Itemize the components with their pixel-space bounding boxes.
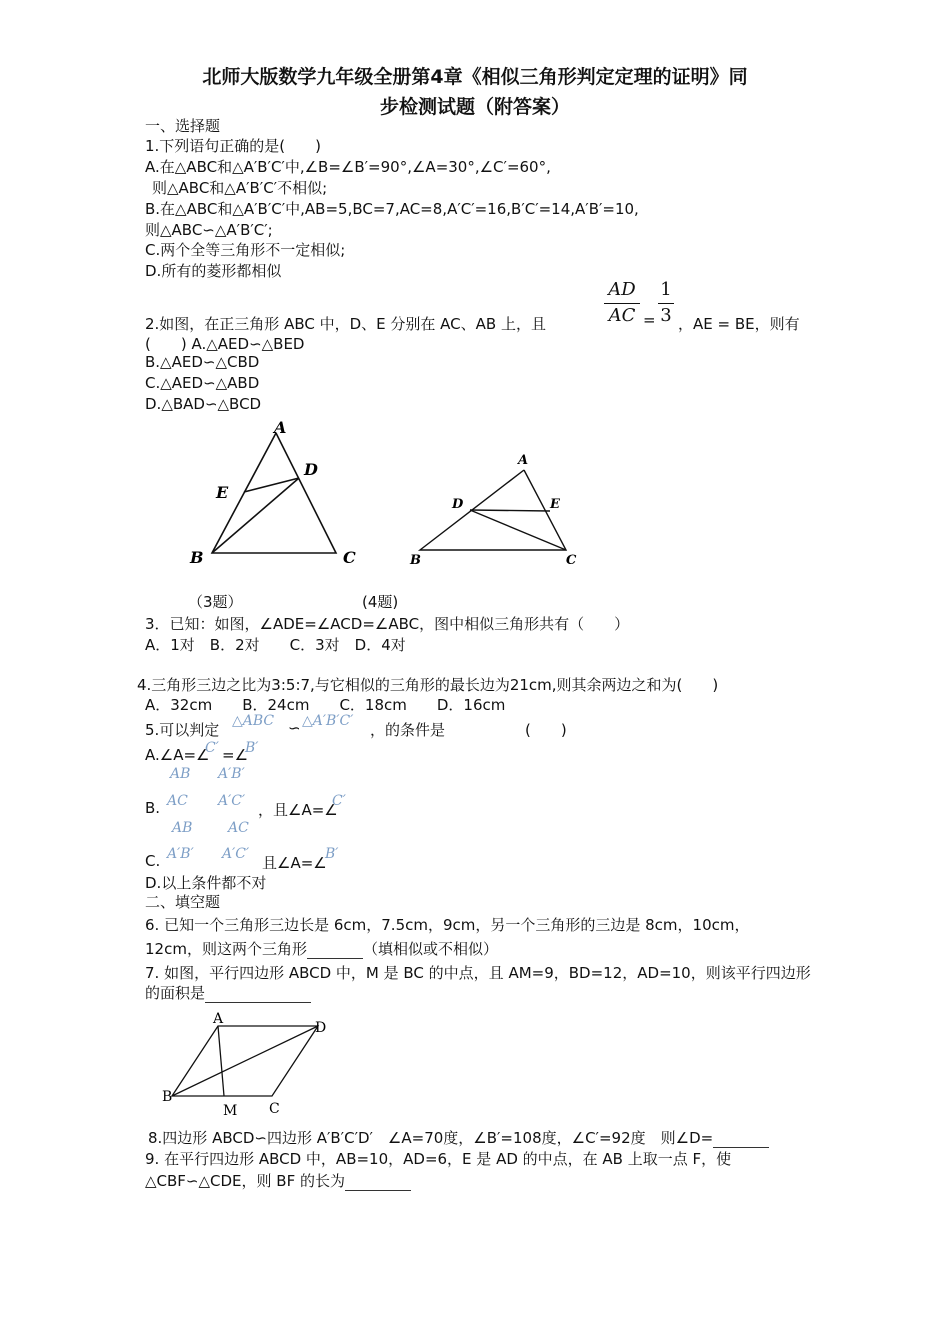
fig4-label-a: A (518, 453, 529, 468)
q9-line1: 9. 在平行四边形 ABCD 中，AB=10，AD=6，E 是 AD 的中点，在 AB 上取一点 F，使 (145, 1150, 732, 1168)
fig3-label-e: E (216, 483, 229, 502)
fig7-label-d: D (315, 1020, 327, 1036)
q5-answer-paren: ( ) (525, 721, 567, 739)
q7-line2-text: 的面积是 (145, 984, 206, 1002)
fig7-label-a: A (213, 1012, 224, 1027)
q5-triangle-abc: △ABC (232, 713, 275, 729)
fig3-outline (212, 433, 336, 553)
fig7-label-c: C (269, 1101, 280, 1117)
q6-answer-blank[interactable] (307, 958, 363, 959)
q3-options: A．1对 B．2对 C．3对 D．4对 (145, 636, 406, 654)
q3-stem: 3．已知：如图，∠ADE=∠ACD=∠ABC，图中相似三角形共有（ ） (145, 615, 630, 633)
q1-option-a-line1: A.在△ABC和△A′B′C′中,∠B=∠B′=90°,∠A=30°,∠C′=60°, (145, 158, 551, 176)
q5-similar-sign: ∽ (288, 719, 301, 737)
q1-option-a-line2: 则△ABC和△A′B′C′不相似; (152, 179, 328, 197)
q5-option-b-c: C′ (332, 793, 346, 809)
q6-line2-pre: 12cm，则这两个三角形 (145, 940, 307, 958)
q5-option-b-den1: AC (167, 793, 188, 809)
section-choice-heading: 一、选择题 (145, 117, 221, 135)
q4-options: A．32cm B．24cm C．18cm D．16cm (145, 696, 506, 714)
q9-line2 (145, 1170, 411, 1191)
q2-frac-bar (604, 303, 640, 304)
q9-answer-blank[interactable] (345, 1190, 411, 1191)
q5-option-a-mid: =∠ (222, 746, 249, 764)
q5-stem-post: ，的条件是 (370, 721, 446, 739)
q5-option-b-num1: AB (170, 766, 191, 782)
fig3-label-b: B (190, 548, 204, 567)
fig7-segment-am (218, 1026, 224, 1096)
q2-option-b: B.△AED∽△CBD (145, 353, 260, 371)
q7-line1: 7. 如图，平行四边形 ABCD 中，M 是 BC 的中点，且 AM=9，BD=12，AD=10，则该平行四边形 (145, 964, 811, 982)
fig7-segment-bd (172, 1026, 318, 1096)
fig4-caption: (4题) (362, 593, 399, 611)
q5-option-b-label: B. (145, 799, 161, 817)
fig4-segment-de (470, 510, 550, 511)
fig4-label-d: D (452, 497, 464, 512)
page-title-line1: 北师大版数学九年级全册第4章《相似三角形判定定理的证明》同 (202, 66, 748, 88)
q2-frac-denominator: AC (608, 305, 636, 326)
q8-line (148, 1127, 769, 1148)
fig3-label-a: A (274, 418, 287, 437)
q2-equals: = (643, 311, 656, 329)
q5-option-a-pre: A.∠A=∠ (145, 746, 210, 764)
fig4-label-c: C (566, 553, 577, 568)
q5-triangle-abc-prime: △A′B′C′ (302, 713, 354, 729)
q5-option-b-den2: A′C′ (218, 793, 246, 809)
q5-option-a-b: B′ (245, 740, 259, 756)
q9-line2-text: △CBF∽△CDE，则 BF 的长为 (145, 1172, 345, 1190)
fig4-segment-dc (470, 510, 566, 550)
q5-option-b-post: ，且∠A=∠ (258, 801, 338, 819)
q5-option-c-post: 且∠A=∠ (262, 854, 327, 872)
q5-option-c-den1: A′B′ (167, 846, 194, 862)
q1-option-d: D.所有的菱形都相似 (145, 262, 282, 280)
q2-frac-numerator: AD (608, 279, 636, 300)
q2-stem-pre: 2.如图，在正三角形 ABC 中，D、E 分别在 AC、AB 上，且 (145, 315, 546, 333)
q7-answer-blank[interactable] (205, 1002, 311, 1003)
q1-option-b-line1: B.在△ABC和△A′B′C′中,AB=5,BC=7,AC=8,A′C′=16,B′C′=14,A′B′=10, (145, 200, 639, 218)
fig7-label-b: B (162, 1089, 173, 1105)
q5-option-c-num2: AC (228, 820, 249, 836)
fig7-label-m: M (223, 1103, 238, 1119)
q1-stem: 1.下列语句正确的是( ) (145, 137, 322, 155)
fig4-label-e: E (550, 497, 560, 512)
q8-text: 8.四边形 ABCD∽四边形 A′B′C′D′ ∠A=70度，∠B′=108度，∠C′=92度 则∠D= (148, 1129, 714, 1147)
q1-option-b-line2: 则△ABC∽△A′B′C′; (145, 221, 273, 239)
q5-option-b-num2: A′B′ (218, 766, 245, 782)
figure-q7-parallelogram (155, 1012, 345, 1122)
q5-option-c-b: B′ (325, 846, 339, 862)
q2-option-c: C.△AED∽△ABD (145, 374, 260, 392)
q7-line2 (145, 982, 311, 1003)
figure-q3-triangle (180, 415, 380, 575)
fig4-label-b: B (410, 553, 421, 568)
fig3-label-d: D (304, 460, 318, 479)
figure-q4-triangle (400, 450, 600, 575)
q5-option-c-label: C. (145, 852, 161, 870)
q2-value-denominator: 3 (660, 305, 672, 326)
q5-option-c-num1: AB (172, 820, 193, 836)
q2-stem-post: ，AE = BE，则有 (678, 315, 800, 333)
q6-line1: 6. 已知一个三角形三边长是 6cm，7.5cm，9cm，另一个三角形的三边是 8cm，10cm， (145, 916, 750, 934)
q5-option-d: D.以上条件都不对 (145, 874, 267, 892)
q2-value-bar (658, 303, 674, 304)
q4-stem: 4.三角形三边之比为3:5:7,与它相似的三角形的最长边为21cm,则其余两边之和为( ) (137, 676, 719, 694)
q5-option-a-c: C′ (205, 740, 219, 756)
q6-line2 (145, 938, 498, 959)
q2-option-d: D.△BAD∽△BCD (145, 395, 262, 413)
q5-stem-pre: 5.可以判定 (145, 721, 220, 739)
page-title-line2: 步检测试题（附答案） (379, 96, 570, 118)
fig3-caption: （3题） (188, 593, 243, 611)
q2-paren-option-a: ( ) A.△AED∽△BED (145, 335, 305, 353)
fig3-label-c: C (343, 548, 356, 567)
q2-value-numerator: 1 (660, 279, 672, 300)
q6-line2-post: （填相似或不相似） (362, 940, 498, 958)
q5-option-c-den2: A′C′ (222, 846, 250, 862)
q1-option-c: C.两个全等三角形不一定相似; (145, 241, 346, 259)
section-fill-heading: 二、填空题 (145, 893, 221, 911)
